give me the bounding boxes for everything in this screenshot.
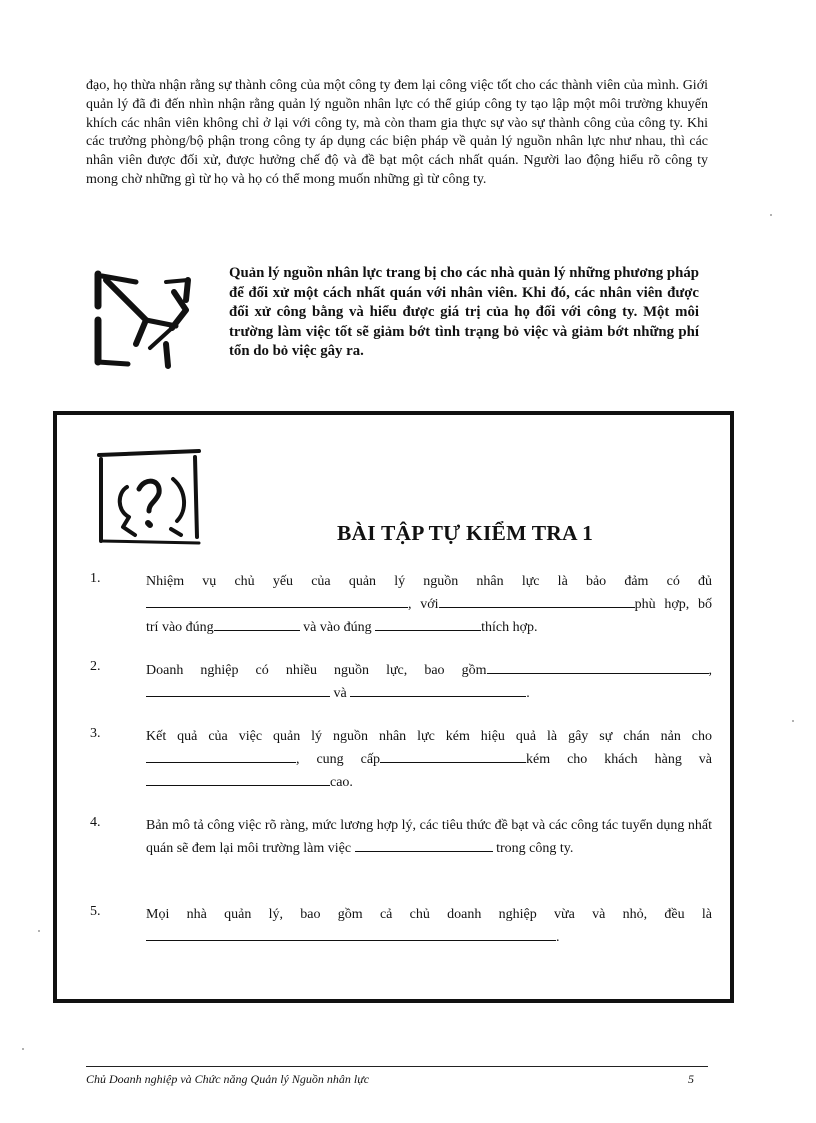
question-text — [146, 659, 712, 705]
answer-blank[interactable] — [146, 748, 296, 763]
question-segment: trong công ty. — [496, 841, 574, 856]
answer-blank[interactable] — [487, 659, 709, 674]
question-segment: và — [333, 686, 347, 701]
scan-speck — [792, 720, 794, 722]
answer-blank[interactable] — [214, 616, 300, 631]
intro-paragraph: đạo, họ thừa nhận rằng sự thành công của một công ty đem lại công việc tốt cho các thành viên của mình. Giới quản lý đã đi đến nhìn nhận rằng quản lý nguồn nhân lực có thể giúp công ty tạo lập một môi trường khuyến khích các nhân viên không chỉ ở lại với công ty, mà còn tham gia thực sự vào sự thành công của công ty. Khi các trưởng phòng/bộ phận trong công ty áp dụng các biện pháp về quản lý nguồn nhân lực như nhau, thì các nhân viên được đối xử, được hưởng chế độ và đề bạt một cách nhất quán. Người lao động hiểu rõ công ty mong chờ những gì từ họ và họ có thể mong muốn những gì từ công ty. — [86, 78, 708, 187]
question-segment: . — [526, 686, 530, 701]
question-segment: phù hợp, bố trí vào đúng — [146, 597, 712, 635]
question-text — [146, 815, 712, 860]
question-segment: cao. — [330, 775, 353, 790]
question-number: 3. — [90, 726, 101, 741]
exercise-box — [53, 411, 734, 1003]
answer-blank[interactable] — [355, 837, 493, 852]
question-segment: Doanh nghiệp có nhiều nguồn lực, bao gồm — [146, 663, 487, 678]
question-segment: , với — [408, 597, 439, 612]
question-segment: và vào đúng — [303, 620, 372, 635]
answer-blank[interactable] — [146, 771, 330, 786]
scan-speck — [38, 930, 40, 932]
question-segment: kém cho khách hàng và — [526, 752, 712, 767]
question-segment: Kết quả của việc quản lý nguồn nhân lực kém hiệu quả là gây sự chán nản cho — [146, 729, 712, 744]
exercise-title: BÀI TẬP TỰ KIỂM TRA 1 — [337, 521, 594, 545]
question-number: 4. — [90, 815, 101, 830]
question-text — [146, 571, 712, 639]
question-segment: . — [556, 930, 560, 945]
footer-divider — [86, 1066, 708, 1067]
scan-speck — [770, 214, 772, 216]
answer-blank[interactable] — [146, 926, 556, 941]
question-segment: , cung cấp — [296, 752, 381, 767]
page-number: 5 — [688, 1072, 694, 1086]
question-segment: Nhiệm vụ chủ yếu của quản lý nguồn nhân lực là bảo đảm có đủ — [146, 574, 712, 589]
answer-blank[interactable] — [146, 593, 408, 608]
footer-title: Chủ Doanh nghiệp và Chức năng Quản lý Nguồn nhân lực — [86, 1072, 370, 1086]
answer-blank[interactable] — [439, 593, 635, 608]
answer-blank[interactable] — [380, 748, 526, 763]
question-segment: Bản mô tả công việc rõ ràng, mức lương hợp lý, các tiêu thức đề bạt và các công tác tuyển dụng nhất quán sẽ đem lại môi trường làm việc — [146, 818, 712, 856]
question-text — [146, 726, 712, 794]
answer-blank[interactable] — [146, 682, 330, 697]
callout-text: Quản lý nguồn nhân lực trang bị cho các nhà quản lý những phương pháp để đối xử một cách nhất quán với nhân viên. Khi đó, các nhân viên được đối xử công bằng và hiểu được giá trị của họ đối với công ty. Một môi trường làm việc tốt sẽ giảm bớt tình trạng bỏ việc và giảm bớt những phí tổn do bỏ việc gây ra. — [229, 265, 699, 360]
arrow-icon — [88, 262, 200, 372]
question-text — [146, 904, 712, 949]
question-segment: thích hợp. — [481, 620, 538, 635]
question-segment: Mọi nhà quản lý, bao gồm cả chủ doanh nghiệp vừa và nhỏ, đều là — [146, 907, 712, 922]
question-list — [57, 415, 730, 999]
question-number: 2. — [90, 659, 101, 674]
scan-speck — [22, 1048, 24, 1050]
question-segment: , — [708, 663, 712, 678]
question-number: 1. — [90, 571, 101, 586]
answer-blank[interactable] — [350, 682, 526, 697]
question-number: 5. — [90, 904, 101, 919]
answer-blank[interactable] — [375, 616, 481, 631]
